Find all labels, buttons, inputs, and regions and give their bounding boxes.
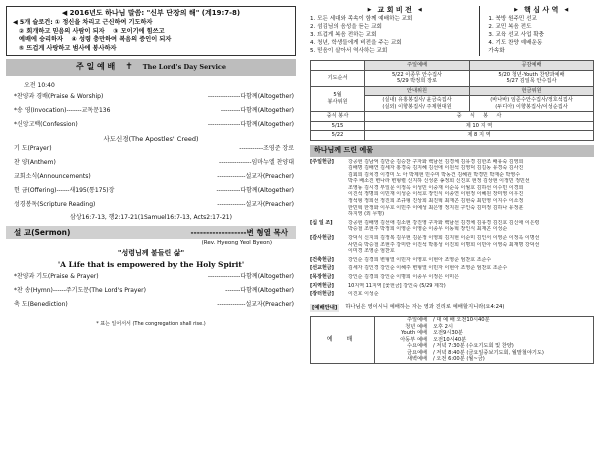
prayer-entry: 5/20 청년-Youth 찬양과예배 [498, 71, 565, 78]
order-row [6, 201, 296, 213]
slogan-2: ② 회개하고 믿음의 사람이 되자 [19, 27, 105, 35]
order-who: ---------------임마누엘 찬양대 [219, 159, 294, 167]
duty-corner [311, 61, 365, 71]
sermon-label: 설 교(Sermon) [14, 227, 71, 237]
service-title-en: The Lord's Day Service [142, 63, 227, 72]
sermon-title-kr: "성령님께 붙들린 삶" [117, 249, 185, 258]
order-item: *찬양과 기도(Praise & Prayer) [14, 273, 99, 281]
service-committee-header [311, 86, 594, 96]
order-who: -------------설교자(Preacher) [217, 201, 294, 209]
prayer-entry: 5/22 이종무 안수집사 [391, 71, 443, 78]
offering-entry [310, 265, 594, 272]
offering-category: [건축헌금] [310, 256, 334, 263]
pastor-name-en: (Rev. Hyeong Yeol Byeon) [201, 240, 272, 247]
order-row [6, 145, 296, 157]
offering-names-line: 하지영 (외 무명) [348, 211, 385, 218]
meal-head-char: 중 [456, 113, 462, 119]
guide-entry: (실외) 이향봉집사/ 주제현대원 [382, 103, 452, 110]
order-who: -------다함께(Altogether) [225, 287, 294, 295]
order-item: 축 도(Benediction) [14, 301, 68, 309]
offering-names-line: 김세자 김인경 강인순 이혜주 변형열 이민자 이현아 조영준 엄찬호 조준수 [348, 265, 508, 272]
duty-header-row [311, 61, 594, 71]
order-item: 헌 금(Offering)------새195(통175)장 [14, 187, 115, 195]
yearly-theme-box [6, 6, 296, 56]
core-ministry [480, 6, 594, 56]
vision-heading [310, 6, 479, 15]
meal-label: 중식 봉사 [311, 112, 365, 122]
meal-row [311, 131, 594, 141]
meal-region: 제 8 지 역 [365, 131, 594, 141]
slogan-line-1 [13, 19, 289, 27]
offering-category: [지역헌금] [310, 282, 334, 289]
order-who: ---------------다함께(Altogether) [207, 273, 294, 281]
guide-members [365, 96, 470, 112]
offering-names-line: 박주 배소진 변나라 변형렬 신지하 신성훈 송정희 신진호 현정 김상현 이정민 정민선 [348, 178, 530, 185]
order-row [6, 173, 296, 185]
meal-date: 5/22 [311, 131, 365, 141]
sermon-title-en: 'A Life that is empowered by the Holy Spirit' [57, 259, 245, 269]
service-title: 주 일 예 배 [75, 62, 116, 72]
order-item: *찬 송(Hymn)------주기도문(The Lord's Prayer) [14, 287, 146, 295]
schedule-time: / 대 예 배 오전10시40분 [433, 317, 490, 324]
duty-head-common: 공감예배 [470, 61, 594, 71]
service-committee-label: 5월 봉사위원 [311, 86, 365, 112]
order-item: 기 도(Prayer) [14, 145, 52, 153]
offering-entry [310, 291, 594, 298]
meal-head [365, 112, 594, 122]
core-item: 2. 교민 복음 전도 [488, 23, 532, 30]
order-who: -----------다함께(Altogether) [216, 187, 294, 195]
core-heading [488, 6, 594, 15]
offering-names [348, 265, 594, 272]
offering-list [310, 159, 594, 298]
core-item: 3. 교육 선교 사업 확충 [488, 31, 545, 38]
slogan-line-2 [13, 28, 289, 36]
order-row [6, 159, 296, 171]
worship-guide-label: [예배안내] [312, 304, 338, 311]
offering-names [348, 220, 594, 233]
order-row [6, 93, 296, 105]
vision-item: 2. 섬김님의 음성을 듣는 교회 [310, 23, 382, 30]
meal-head-char: 봉 [483, 113, 489, 119]
creed-label: 사도신경(The Apostles' Creed) [103, 135, 199, 144]
core-item: 4. 기도 찬양 예배운동 [488, 39, 543, 46]
sermon-preacher: ------------------변 형열 목사 [190, 227, 288, 237]
offer-members [470, 96, 594, 112]
cross-icon: ✝ [125, 61, 133, 72]
offering-names [348, 283, 594, 290]
offer-head: 헌금위원 [470, 86, 594, 96]
offering-names-line: 이진호 이성순 [348, 291, 379, 298]
schedule-service: 금요예배 [406, 349, 427, 356]
order-row [6, 187, 296, 199]
schedule-row [311, 317, 594, 364]
offer-entry: (두디아) 이향봉집사/이성순집사 [495, 103, 568, 110]
slogan-3b: 예배에 승리하자 [19, 36, 63, 44]
triangle-icon: ▶ [514, 7, 519, 14]
vision-item: 3. 뜨겁게 복음 전하는 교회 [310, 31, 377, 38]
schedule-service: 청년 예배 [405, 323, 427, 330]
offering-category: [감사헌금] [310, 235, 334, 242]
church-vision [310, 6, 479, 56]
offering-category: [목장헌금] [310, 274, 334, 280]
schedule-table [310, 316, 594, 364]
offering-names-line: 강인순 김경희 변형열 이민자 이영호 이현아 조영준 엄찬호 조준수 [348, 256, 492, 263]
offer-entry: (바나바) 임준수안수집사/정호석집사 [490, 97, 573, 103]
order-row [6, 107, 296, 119]
core-title: 핵 심 사 역 [524, 6, 559, 14]
meal-region: 제 10 지 역 [365, 121, 594, 131]
schedule-service: 아동부 예배 [400, 336, 427, 343]
offering-names [348, 291, 594, 298]
left-column [6, 6, 296, 328]
meal-date: 5/15 [311, 121, 365, 131]
offering-entry [310, 159, 594, 218]
offering-title: 하나님께 드린 예물 [314, 146, 373, 155]
schedule-service: 주일예배 [406, 317, 427, 324]
order-who: -------------설교자(Preacher) [217, 173, 294, 181]
offering-names-line: 이진석 정명희 이민재 이성순 이석호 장인식 이종연 이현정 이혜원 장미영 이우진 [348, 191, 524, 198]
vision-item: 1. 모든 세대와 족속이 함께 예배하는 교회 [310, 15, 413, 22]
worship-guide-verse: 하나님은 영이시니 예배하는 자는 영과 진리로 예배할지니라(요4:24) [345, 303, 505, 310]
prayer-row [311, 70, 594, 86]
order-who: ---------------다함께(Altogether) [207, 93, 294, 101]
prayer-label: 기도순서 [311, 70, 365, 86]
offering-entry [310, 220, 594, 233]
offering-names-line: 사민숙 박승철 조현주 강미란 이진석 박홍성 이진희 이명희 이민아 이영숙 최재명 강덕선 [348, 241, 540, 248]
order-row [6, 273, 296, 285]
order-item: 성경봉독(Scripture Reading) [14, 201, 96, 209]
vision-title: 교 회 비 전 [377, 6, 412, 14]
slogan-label: ◀ 5개 슬로건: [13, 18, 53, 26]
offering-names-line: 정석형 정희선 정진희 조규형 진상희 최진혁 최재곤 김현숙 최민영 이지수 이소정 [348, 198, 524, 205]
vision-core-row [310, 6, 594, 56]
order-row [6, 121, 296, 133]
schedule-time: 오후 2시 [433, 323, 453, 330]
offering-names [348, 274, 594, 281]
order-who: ---------------다함께(Altogether) [207, 121, 294, 129]
offering-title-bar [310, 145, 594, 157]
sermon-bar [6, 226, 296, 239]
yearly-theme-title: ◀ 2016년도 하나님 말씀: "신부 단장의 해" (계19:7-8) [61, 9, 241, 17]
schedule-lines [375, 317, 594, 364]
prayer-entry: 5/27 김일목 안수집사 [506, 78, 557, 84]
offering-names-line: 강공현 김배영 김선애 김소현 강진영 구자화 백남선 김경체 김유경 김진호 김신애 이은령 [348, 219, 540, 226]
offering-names-line: 이미경 조영준 엄찬호 [348, 248, 395, 255]
slogan-1: ① 정신을 차리고 근신하여 기도하자 [54, 18, 153, 26]
prayer-entry: 5/29 박정희 장로 [397, 78, 438, 84]
schedule-label: 예 배 [311, 317, 375, 364]
schedule-service: 새벽예배 [406, 356, 427, 363]
triangle-icon: ▶ [367, 7, 372, 14]
scripture-reference: 삼상16:7-13, 행2:17-21(1Samuel16:7-13, Acts2:17-21) [70, 214, 232, 222]
core-item: 가속화 [488, 47, 505, 54]
meal-header-row [311, 112, 594, 122]
meal-head-char: 사 [496, 113, 502, 119]
worship-guide [310, 304, 594, 313]
offering-category: [십 일 조] [310, 219, 333, 226]
offering-names-line: 김배명 김배연 김세자 홍경숙 김지혜 김선애 이원석 김영덕 김길동 유경숙 김사진 [348, 165, 524, 172]
guide-entry: (실내) 유홍봉집사/ 윤금숙집사 [382, 97, 452, 103]
service-title-band [6, 59, 296, 76]
offering-entry [310, 235, 594, 255]
offering-names-line: 박승철 조현주 박정희 이영준 이영순 이종무 이동혁 장인식 최재곤 이성순 [348, 226, 508, 233]
right-column [310, 6, 594, 364]
duty-table [310, 60, 594, 141]
order-who: -----------조영준 장로 [239, 145, 294, 153]
order-item: *찬양과 경배(Praise & Worship) [14, 93, 104, 101]
slogan-line-4 [13, 45, 289, 53]
order-who: -------------설교자(Preacher) [217, 301, 294, 309]
schedule-time: 오전10시40분 [433, 336, 467, 343]
order-row [6, 287, 296, 299]
offering-names-line: 김회희 김치경 이경미 노 아 박제현 민수미 박동건 김혜원 박경민 박재순 박영수 [348, 171, 521, 178]
schedule-time: 오전9시30분 [433, 330, 463, 337]
offering-names-line: 강덕식 신지희 김정복 김우현 김문정 이영희 김지현 이순미 김인서 이영준 이정옥 이명선 [348, 235, 540, 242]
prayer-common [470, 70, 594, 86]
prayer-sunday [365, 70, 470, 86]
schedule-time: / 오전 6:00분 (월~금) [433, 356, 485, 363]
slogan-line-3 [13, 36, 289, 44]
slogan-4: ④ 성령 충만하여 복음의 증인이 되자 [71, 36, 172, 44]
service-time: 오전 10:40 [24, 81, 55, 89]
triangle-icon: ◀ [417, 7, 422, 14]
order-row [6, 301, 296, 313]
offering-entry [310, 274, 594, 281]
vision-item: 5. 믿음이 살아서 역사하는 교회 [310, 47, 388, 54]
meal-row [311, 121, 594, 131]
schedule-service: 수요예배 [406, 343, 427, 350]
offering-entry [310, 257, 594, 264]
offering-names [348, 257, 594, 264]
guide-head: 안내위원 [365, 86, 470, 96]
order-item: 교회소식(Announcements) [14, 173, 91, 181]
schedule-time: / 저녁 7:30분 (수요기도회 및 찬양) [433, 343, 514, 350]
offering-names-line: 한민혁 한정화 이무호 이민주 이예성 최은영 정지원 구인숙 김미정 김하나 유정훈 [348, 204, 524, 211]
standing-footnote: * 표는 일어서서 (The congregation shall rise.) [96, 321, 206, 328]
offering-category: [주일헌금] [310, 158, 334, 165]
duty-head-sunday: 주일예배 [365, 61, 470, 71]
offering-names-line: 10지역 11지역 [꽃헌금] 강인숙 (5/29 제작) [348, 282, 446, 289]
order-item: *신앙고백(Confession) [14, 121, 78, 129]
order-item: 찬 양(Anthem) [14, 159, 56, 167]
offering-names [348, 235, 594, 255]
offering-entry [310, 283, 594, 290]
meal-head-char: 식 [469, 113, 475, 119]
offering-names [348, 159, 594, 218]
slogan-5: ⑤ 뜨겁게 사랑하고 범사에 봉사하자 [19, 45, 117, 52]
schedule-line [377, 356, 591, 363]
schedule-time: / 저녁 8:40분 (금요일중보기도회, 월말철야기도) [433, 349, 544, 356]
offering-names-line: 조영동 김시경 부일문 이정옥 이성민 이중재 이순옥 이월호 김하선 이수민 이경희 [348, 184, 524, 191]
order-item: *송 영(Invocation)-------교독문136 [14, 107, 111, 115]
order-who: ---------다함께(Altogether) [220, 107, 294, 115]
core-item: 1. 북방 원주민 선교 [488, 15, 537, 22]
offering-category: [장터헌금] [310, 291, 334, 298]
offering-names-line: 강공현 김남억 김만순 김승찬 구자화 백남선 김경체 김유경 김한조 배유숙 김영희 [348, 158, 524, 165]
offering-category: [선교헌금] [310, 265, 334, 272]
schedule-service: Youth 예배 [401, 330, 427, 337]
slogan-3: ③ 모이기에 힘쓰고 [113, 27, 165, 35]
vision-item: 4. 청년, 학생들에게 비전을 주는 교회 [310, 39, 402, 46]
triangle-icon: ◀ [564, 7, 569, 14]
offering-names-line: 강인순 김경희 강인순 이명희 이종무 이정은 이미은 [348, 274, 459, 280]
